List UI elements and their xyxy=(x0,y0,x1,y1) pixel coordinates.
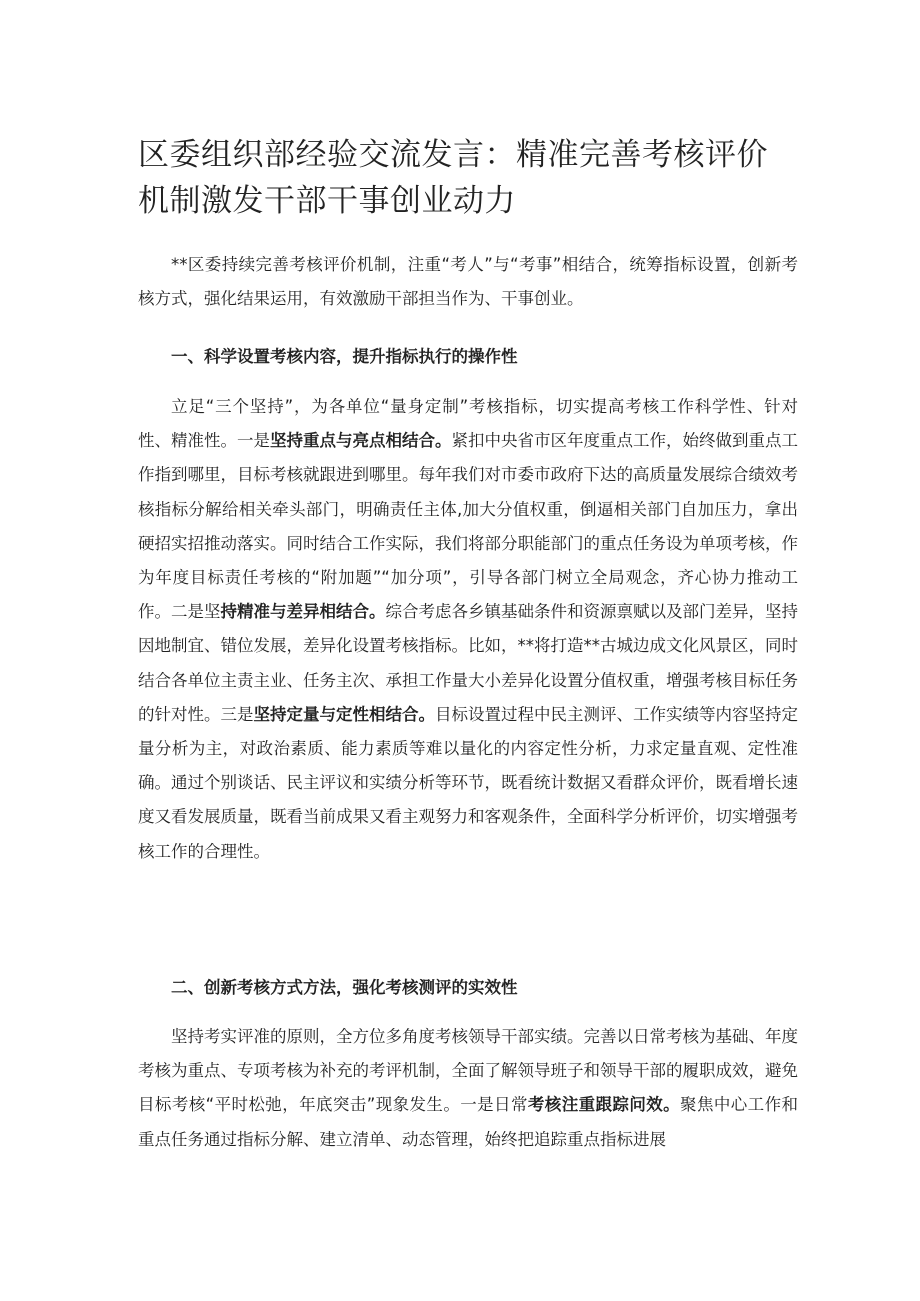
section-2-heading: 二、创新考核方式方法，强化考核测评的实效性 xyxy=(171,978,518,997)
section-1-bold-2: 持精准与差异相结合。 xyxy=(220,602,386,622)
section-1-text-c: 综合考虑各乡镇基础条件和资源禀赋以及部门差异，坚持因地制宜、错位发展，差异化设置考核指标。比如，**将打造**古城边成文化风景区，同时结合各单位主责主业、任务主次、承担工作量大小差异化设置分值权重，增强考核目标任务的针对性。三是 xyxy=(138,602,798,724)
document-title: 区委组织部经验交流发言：精准完善考核评价机制激发干部干事创业动力 xyxy=(138,137,768,219)
section-1-bold-1: 坚持重点与亮点相结合。 xyxy=(270,431,452,451)
section-1-paragraph xyxy=(138,390,798,869)
section-2-paragraph xyxy=(138,1020,798,1157)
section-1-heading: 一、科学设置考核内容，提升指标执行的操作性 xyxy=(171,347,518,366)
intro-paragraph: **区委持续完善考核评价机制，注重“考人”与“考事”相结合，统筹指标设置，创新考核方式，强化结果运用，有效激励干部担当作为、干事创业。 xyxy=(138,255,798,309)
section-1-text-a: 立足“三个坚持”，为各单位“量身定制”考核指标，切实提高考核工作科学性、针对性、精准性。一是 xyxy=(138,397,798,451)
section-2-text-a: 坚持考实评准的原则，全方位多角度考核领导干部实绩。完善以日常考核为基础、年度考核为重点、专项考核为补充的考评机制，全面了解领导班子和领导干部的履职成效，避免目标考核“平时松弛，年底突击”现象发生。一是日常 xyxy=(138,1027,798,1115)
section-1-text-b: 紧扣中央省市区年度重点工作，始终做到重点工作指到哪里，目标考核就跟进到哪里。每年我们对市委市政府下达的高质量发展综合绩效考核指标分解给相关牵头部门，明确责任主体,加大分值权重，倒逼相关部门自加压力，拿出硬招实招推动落实。同时结合工作实际，我们将部分职能部门的重点任务设为单项考核，作为年度目标责任考核的“附加题”“加分项”，引导各部门树立全局观念，齐心协力推动工作。二是坚 xyxy=(138,431,798,622)
section-1-bold-3: 坚持定量与定性相结合。 xyxy=(253,704,435,724)
section-2-text-b: 聚焦中心工作和重点任务通过指标分解、建立清单、动态管理，始终把追踪重点指标进展 xyxy=(138,1095,798,1149)
section-2-bold-1: 考核注重跟踪问效。 xyxy=(527,1095,681,1115)
section-1-text-d: 目标设置过程中民主测评、工作实绩等内容坚持定量分析为主，对政治素质、能力素质等难以量化的内容定性分析，力求定量直观、定性准确。通过个别谈话、民主评议和实绩分析等环节，既看统计数据又看群众评价，既看增长速度又看发展质量，既看当前成果又看主观努力和客观条件，全面科学分析评价，切实增强考核工作的合理性。 xyxy=(138,704,798,861)
